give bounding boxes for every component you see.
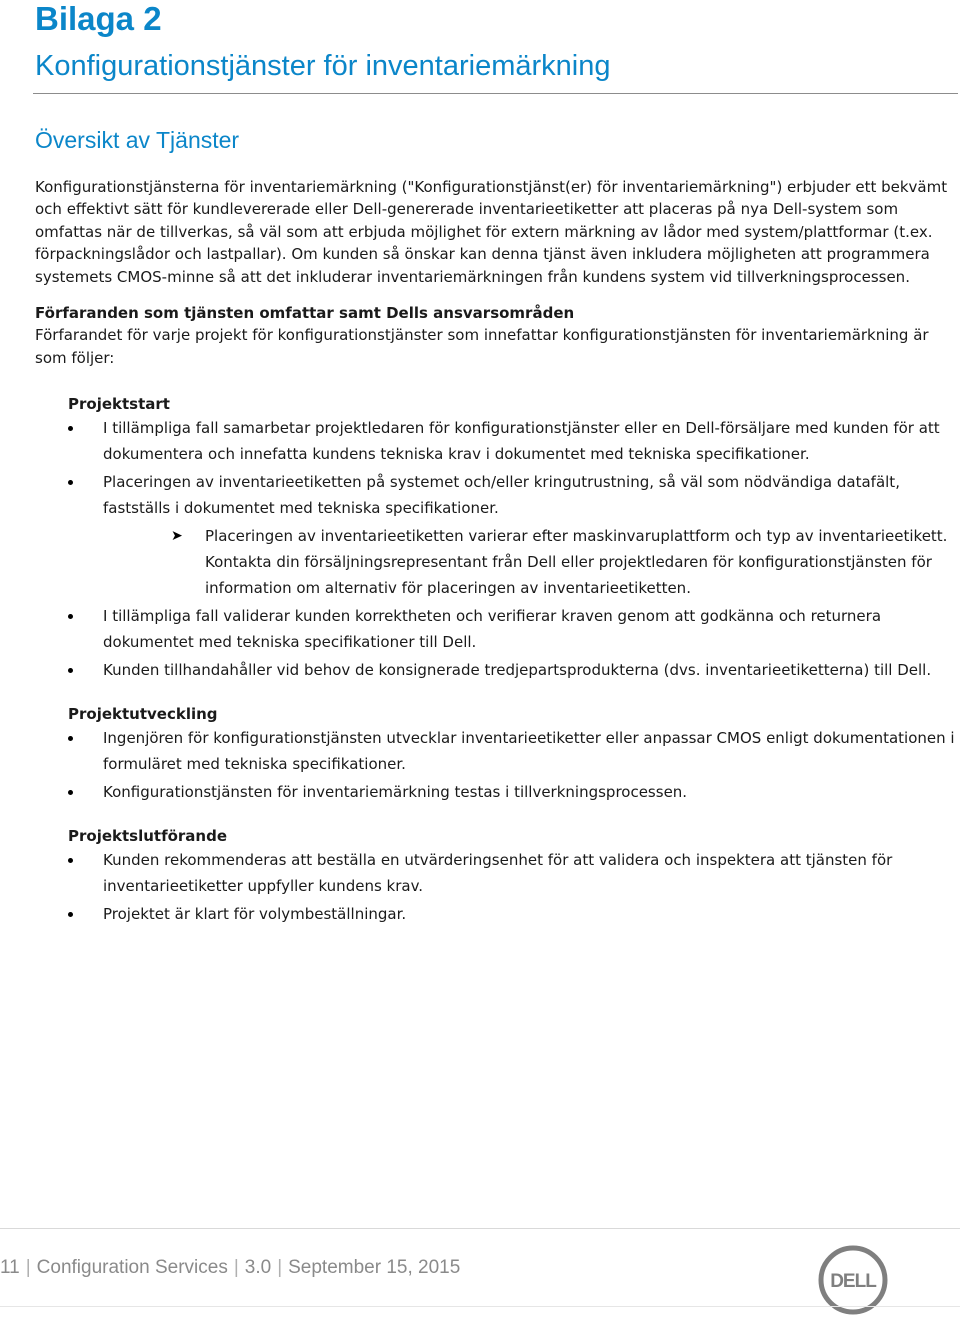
procedures-heading: Förfaranden som tjänsten omfattar samt Dells ansvarsområden <box>35 304 575 323</box>
projektutveckling-list <box>68 725 955 805</box>
bullet-icon <box>68 790 73 795</box>
bullet-icon <box>68 858 73 863</box>
footer-separator: | <box>233 1257 239 1278</box>
dell-logo-icon <box>818 1245 888 1315</box>
procedures-text: Förfarandet för varje projekt för konfigurationstjänster som innefattar konfigurationstjänsten för inventariemärkning är som följer: <box>35 326 929 367</box>
bullet-icon <box>68 736 73 741</box>
document-body <box>35 176 955 929</box>
bullet-icon <box>68 426 73 431</box>
list-item: Kunden rekommenderas att beställa en utvärderingsenhet för att validera och inspektera att tjänsten för inventarieetiketter uppfyller kundens krav. <box>68 847 955 899</box>
projektstart-section <box>68 393 955 927</box>
section-heading: Översikt av Tjänster <box>35 127 240 153</box>
projektstart-list <box>68 415 955 521</box>
footer-separator: | <box>277 1257 283 1278</box>
intro-paragraph: Konfigurationstjänsterna för inventariemärkning ("Konfigurationstjänst(er) för inventariemärkning") erbjuder ett bekvämt och effektivt sätt för kundlevererade eller Dell-genererade inventarieetiketter att placeras på nya Dell-system som omfattas när de tillverkas, så väl som att erbjuda möjlighet för extern märkning av lådor med system/plattformar (t.ex. förpackningslådor och lastpallar). Om kunden så önskar kan denna tjänst även inkludera möjligheten att programmera systemets CMOS-minne så att det inkluderar inventariemärkningen från kundens system vid tillverkningsprocessen. <box>35 178 948 286</box>
footer <box>0 1256 520 1280</box>
footer-separator: | <box>25 1257 31 1278</box>
projektutveckling-heading: Projektutveckling <box>68 705 218 724</box>
list-item: I tillämpliga fall samarbetar projektledaren för konfigurationstjänster eller en Dell-försäljare med kunden för att dokumentera och innefatta kundens tekniska krav i dokumentet med tekniska specifikationer. <box>68 415 955 467</box>
page-subtitle: Konfigurationstjänster för inventariemärkning <box>35 50 611 82</box>
footer-document-name: Configuration Services <box>36 1257 228 1278</box>
list-item: Ingenjören för konfigurationstjänsten utvecklar inventarieetiketter eller anpassar CMOS enligt dokumentationen i formuläret med tekniska specifikationer. <box>68 725 955 777</box>
projektstart-list-continued <box>68 603 955 683</box>
projektslutforande-heading: Projektslutförande <box>68 827 228 846</box>
svg-text:DELL: DELL <box>830 1271 876 1292</box>
projektstart-sublist <box>68 523 955 601</box>
list-item: Kunden tillhandahåller vid behov de konsignerade tredjepartsprodukterna (dvs. inventarieetiketterna) till Dell. <box>68 657 955 683</box>
bullet-icon <box>68 614 73 619</box>
page-title: Bilaga 2 <box>35 0 162 37</box>
bullet-icon <box>68 480 73 485</box>
list-item: Placeringen av inventarieetiketten på systemet och/eller kringutrustning, så väl som nödvändiga datafält, fastställs i dokumentet med tekniska specifikationer. <box>68 469 955 521</box>
footer-version: 3.0 <box>244 1257 272 1278</box>
arrow-bullet-icon: ➤ <box>171 528 183 545</box>
projektstart-heading: Projektstart <box>68 395 170 414</box>
bullet-icon <box>68 912 73 917</box>
page-number: 11 <box>0 1257 20 1278</box>
list-item: I tillämpliga fall validerar kunden korrektheten och verifierar kraven genom att godkänna och returnera dokumentet med tekniska specifikationer till Dell. <box>68 603 955 655</box>
projektslutforande-list <box>68 847 955 927</box>
footer-date: September 15, 2015 <box>288 1257 461 1278</box>
bullet-icon <box>68 668 73 673</box>
list-item: Projektet är klart för volymbeställningar. <box>68 901 955 927</box>
footer-divider <box>0 1228 960 1229</box>
title-divider <box>33 93 958 94</box>
footer-bottom-line <box>0 1306 960 1307</box>
list-item: Konfigurationstjänsten för inventariemärkning testas i tillverkningsprocessen. <box>68 779 955 805</box>
sub-list-item: ➤ Placeringen av inventarieetiketten varierar efter maskinvaruplattform och typ av inventarieetikett. Kontakta din försäljningsrepresentant från Dell eller projektledaren för konfigurationstjänsten för information om alternativ för placeringen av inventarieetiketten. <box>68 523 955 601</box>
